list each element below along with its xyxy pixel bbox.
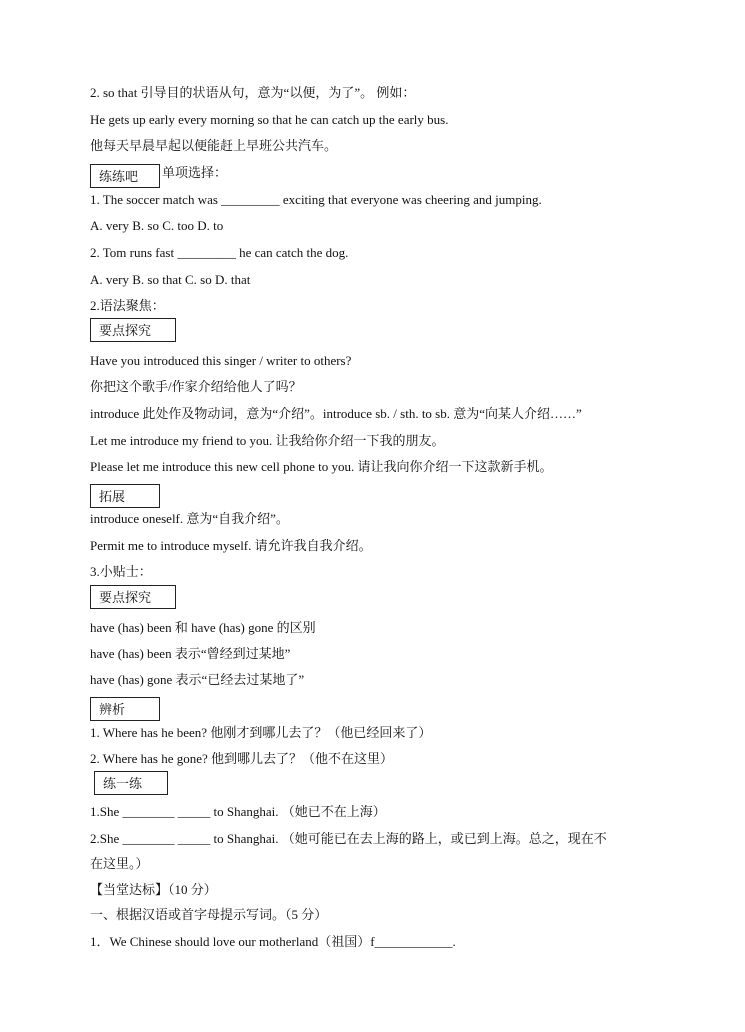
text-line: Have you introduced this singer / writer to others? (90, 353, 352, 368)
exercise-2: 2.She ________ _____ to Shanghai. （她可能已在去上海的路上，或已到上海。总之，现在不 (90, 831, 607, 846)
text-line: have (has) gone 表示“已经去过某地了” (90, 672, 305, 687)
section-box-analysis: 辨析 (90, 697, 160, 721)
text-line: have (has) been 和 have (has) gone 的区别 (90, 620, 316, 635)
section-heading: 一、根据汉语或首字母提示写词。（5 分） (90, 907, 328, 922)
text-line: 2. so that 引导目的状语从句，意为“以便，为了”。 例如： (90, 85, 416, 100)
question-1: 1. The soccer match was _________ exciting that everyone was cheering and jumping. (90, 192, 542, 207)
section-box-exercise: 练一练 (94, 771, 168, 795)
section-heading: 【当堂达标】（10 分） (90, 882, 217, 897)
section-box-extension: 拓展 (90, 484, 160, 508)
text-line: introduce oneself. 意为“自我介绍”。 (90, 511, 289, 526)
exercise-2-continued: 在这里。） (90, 856, 149, 871)
exercise-fill: 1．We Chinese should love our motherland（祖国）f____________. (90, 934, 456, 949)
text-line: Please let me introduce this new cell phone to you. 请让我向你介绍一下这款新手机。 (90, 459, 553, 474)
text-line: 单项选择： (162, 165, 228, 180)
section-heading: 3.小贴士： (90, 564, 152, 579)
text-line: 1. Where has he been? 他刚才到哪儿去了？（他已经回来了） (90, 725, 432, 740)
text-line: introduce 此处作及物动词，意为“介绍”。introduce sb. / sth. to sb. 意为“向某人介绍……” (90, 406, 582, 421)
text-line: 2. Where has he gone? 他到哪儿去了？（他不在这里） (90, 751, 394, 766)
section-heading: 2.语法聚焦： (90, 298, 165, 313)
section-box-key-points: 要点探究 (90, 318, 176, 342)
text-line: 你把这个歌手/作家介绍给他人了吗？ (90, 379, 302, 394)
question-2-options: A. very B. so that C. so D. that (90, 272, 251, 287)
text-line: Let me introduce my friend to you. 让我给你介绍一下我的朋友。 (90, 433, 445, 448)
question-2: 2. Tom runs fast _________ he can catch the dog. (90, 245, 349, 260)
text-line: Permit me to introduce myself. 请允许我自我介绍。 (90, 538, 372, 553)
section-box-key-points: 要点探究 (90, 585, 176, 609)
question-1-options: A. very B. so C. too D. to (90, 218, 224, 233)
text-line: have (has) been 表示“曾经到过某地” (90, 646, 291, 661)
text-line: He gets up early every morning so that he can catch up the early bus. (90, 112, 449, 127)
text-line: 他每天早晨早起以便能赶上早班公共汽车。 (90, 138, 338, 153)
exercise-1: 1.She ________ _____ to Shanghai. （她已不在上海） (90, 804, 386, 819)
section-box-practice: 练练吧 (90, 164, 160, 188)
